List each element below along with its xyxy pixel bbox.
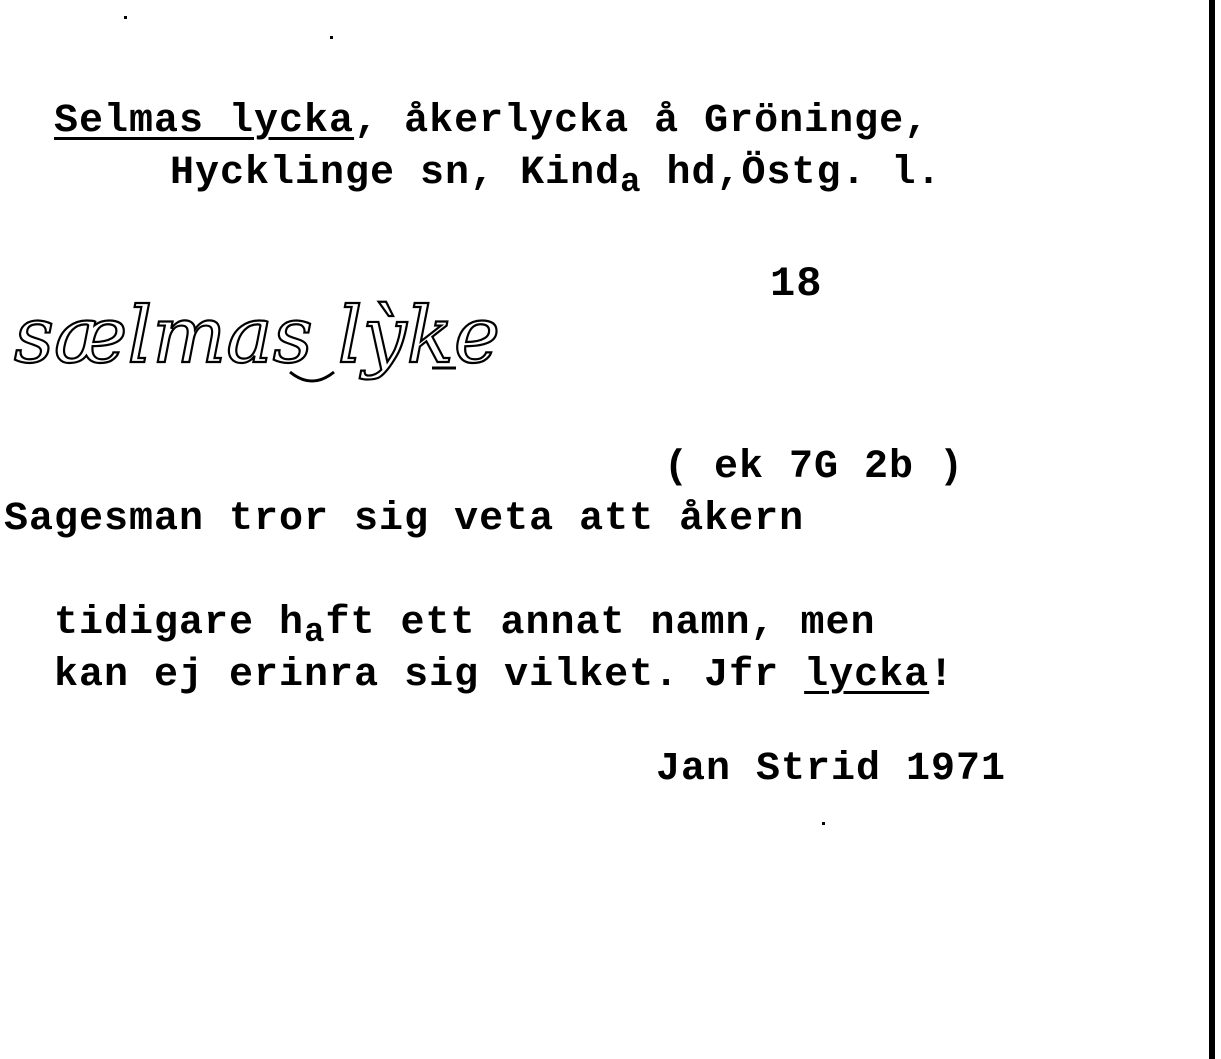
handwritten-pronunciation [0,240,560,420]
location-text-end: hd,Östg. l. [641,151,942,196]
signature: Jan Strid 1971 [656,747,1007,792]
card-edge-line [1209,0,1215,1059]
note-line-3-end: ! [929,653,955,698]
scan-speck [124,16,127,19]
place-description: , åkerlycka å Gröninge, [354,99,930,144]
place-name-heading: Selmas lycka [54,99,355,144]
reference-code: ( ek 7G 2b ) [664,445,965,490]
location-line [120,96,942,201]
scan-speck [822,822,825,825]
note-line-2-subscript: a [304,614,326,652]
scan-speck [330,36,333,39]
note-line-1: Sagesman tror sig veta att åkern [4,497,805,542]
location-text: Hycklinge sn, Kind [170,151,621,196]
cross-reference-link: lycka [804,653,930,698]
note-line-2-end: ft ett annat namn, men [325,601,876,646]
card-number: 18 [770,260,823,308]
note-line-3 [4,598,954,702]
handwritten-pronunciation-text: sælmas lỳke [14,291,501,381]
location-subscript: a [620,164,642,202]
note-line-2-text: tidigare h [54,601,305,646]
note-line-3-text: kan ej erinra sig vilket. Jfr [54,653,805,698]
